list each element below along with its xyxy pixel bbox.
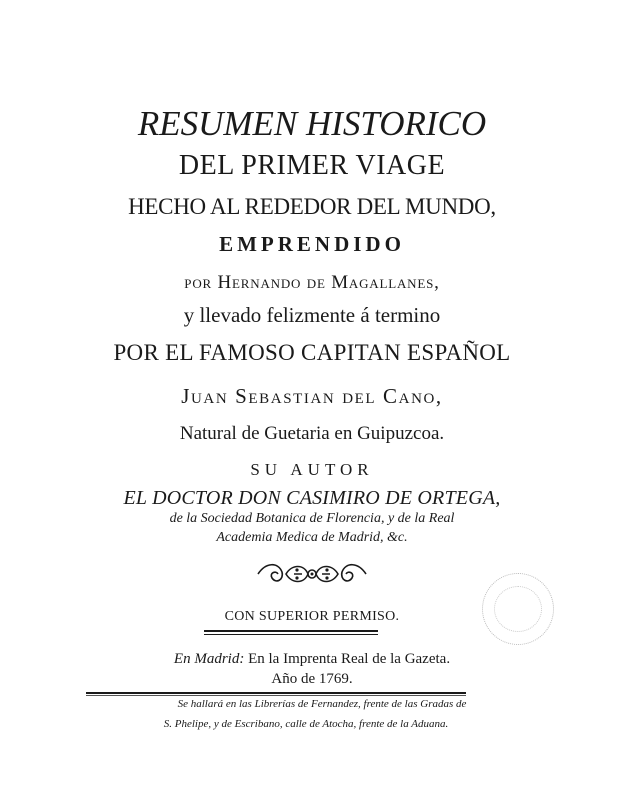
imprint-printer: En la Imprenta Real de la Gazeta.	[248, 651, 451, 667]
bottom-rule	[86, 692, 466, 694]
title-line-guetaria: Natural de Guetaria en Guipuzcoa.	[179, 423, 445, 444]
sale-note-line-2: S. Phelipe, y de Escribano, calle de Atocha, frente de la Aduana.	[163, 718, 449, 730]
author-affiliation-1: de la Sociedad Botanica de Florencia, y de la Real	[169, 511, 455, 526]
printer-ornament-icon	[252, 560, 372, 588]
divider-rule-thin	[204, 634, 378, 635]
superior-permiso: CON SUPERIOR PERMISO.	[224, 609, 400, 624]
title-line-magallanes: por Hernando de Magallanes,	[184, 272, 440, 293]
imprint-line	[0, 651, 624, 668]
title-line-resumen-historico: RESUMEN HISTORICO	[137, 104, 487, 143]
title-line-capitan: POR EL FAMOSO CAPITAN ESPAÑOL	[113, 340, 511, 365]
title-line-felizmente: y llevado felizmente á termino	[183, 303, 441, 327]
author-affiliation-2: Academia Medica de Madrid, &c.	[216, 530, 408, 545]
title-line-rededor-mundo: HECHO AL REDEDOR DEL MUNDO,	[128, 194, 496, 219]
title-line-primer-viage: DEL PRIMER VIAGE	[178, 150, 446, 181]
title-line-emprendido: EMPRENDIDO	[219, 232, 405, 256]
imprint-year: Año de 1769.	[271, 671, 353, 687]
imprint-place: En Madrid:	[173, 651, 245, 667]
divider-rule	[204, 630, 378, 632]
sale-note-line-1: Se hallará en las Librerías de Fernandez, frente de las Gradas de	[177, 698, 467, 710]
bottom-rule-thin	[86, 695, 466, 696]
author-label: SU AUTOR	[250, 460, 374, 479]
title-line-del-cano: Juan Sebastian del Cano,	[181, 384, 443, 408]
author-name: EL DOCTOR DON CASIMIRO DE ORTEGA,	[123, 487, 501, 509]
